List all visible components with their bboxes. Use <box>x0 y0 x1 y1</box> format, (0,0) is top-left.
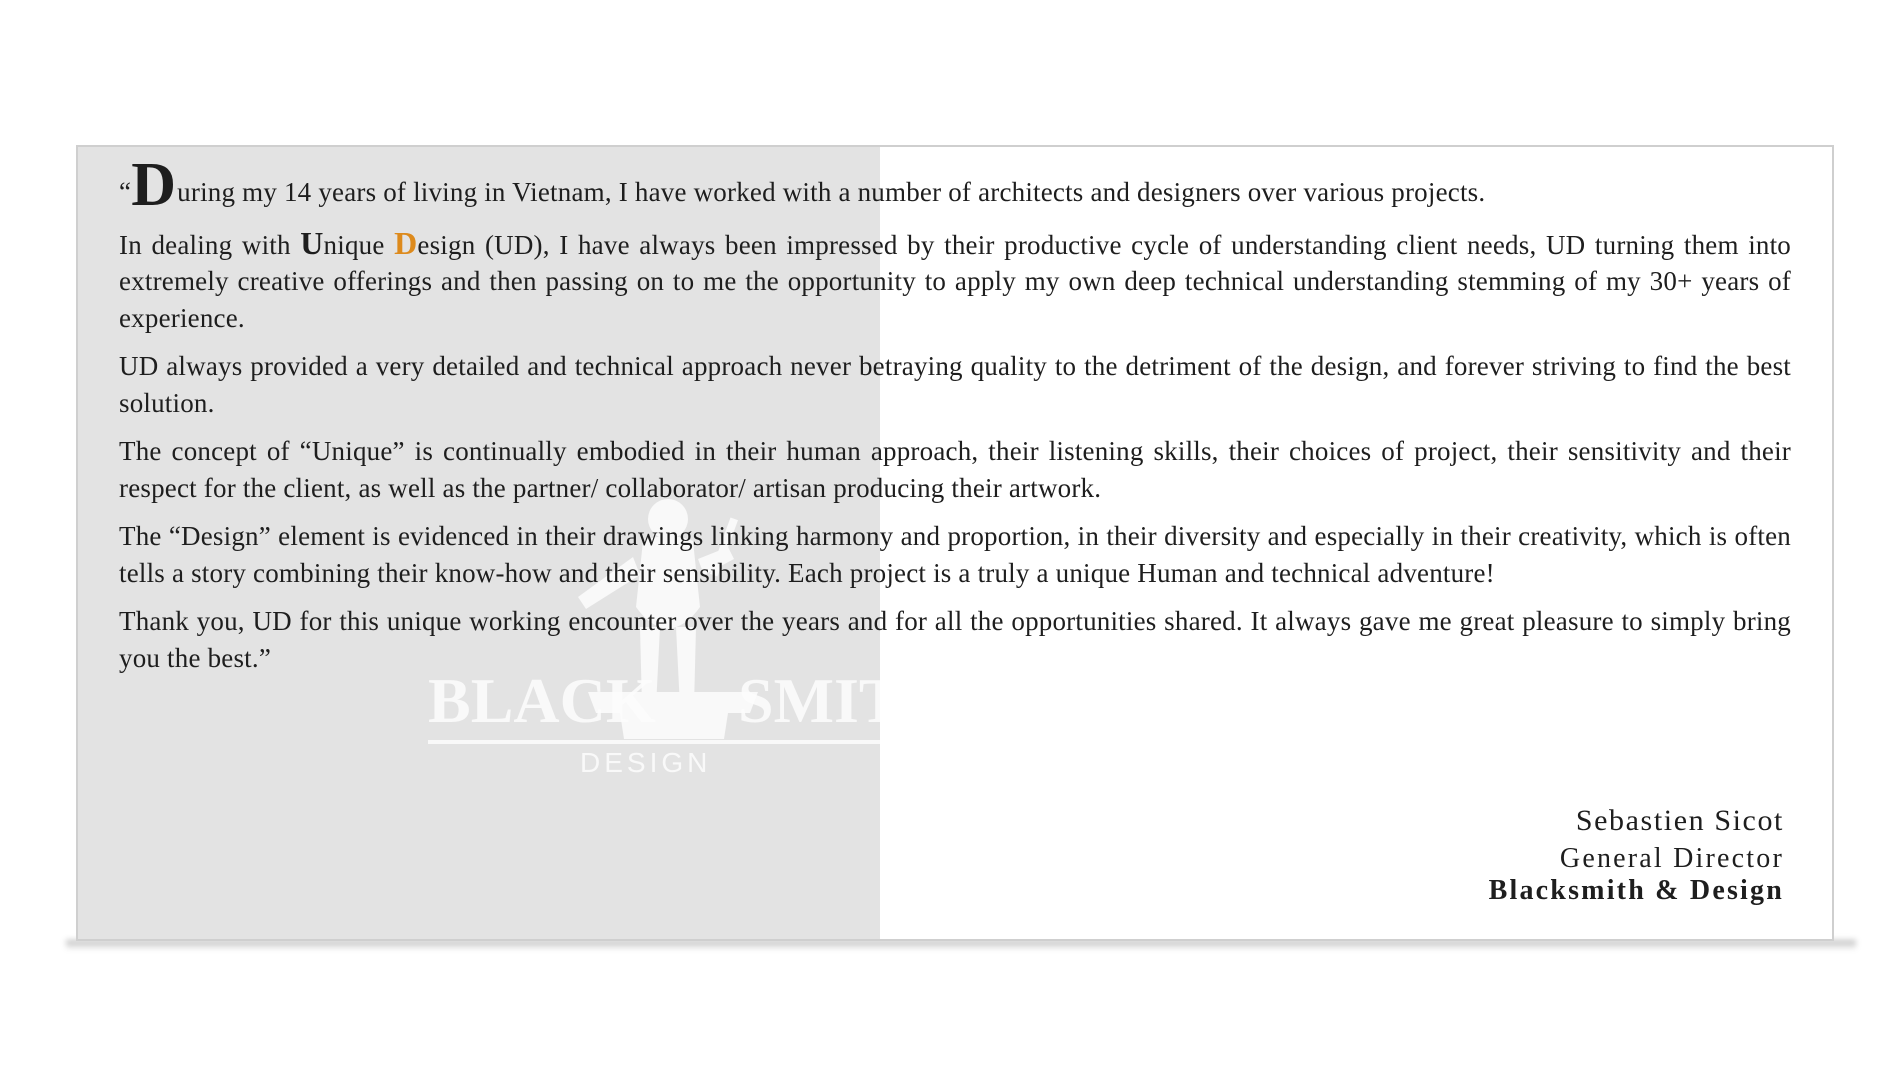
card-shadow <box>66 940 1856 950</box>
paragraph-3: UD always provided a very detailed and technical approach never betraying quality to the detriment of the design, and forever striving to find the best solution. <box>119 351 1791 418</box>
signer-company: Blacksmith & Design <box>1488 875 1784 906</box>
unique-initial: U <box>300 224 324 261</box>
paragraph-2 <box>119 225 1791 337</box>
watermark-text-bottom: DESIGN <box>580 747 712 778</box>
paragraph-1 <box>119 151 1791 219</box>
signer-name: Sebastien Sicot <box>1575 804 1784 837</box>
paragraph-2-text: esign (UD), I have always been impressed by their productive cycle of understanding client needs, UD turning them into extremely creative offerings and then passing on to me the opportunity to apply my own deep technical understanding stemming of my 30+ years of experience. <box>119 229 1792 333</box>
watermark-text-left: BLACK <box>428 665 656 736</box>
paragraph-1-text: uring my 14 years of living in Vietnam, I have worked with a number of architects and designers over various projects. <box>177 177 1486 207</box>
unique-rest: nique <box>323 229 395 260</box>
watermark-text-right: SMITH <box>738 665 952 736</box>
signer-title: General Director <box>1559 843 1784 874</box>
drop-cap: D <box>131 151 177 219</box>
paragraph-2-lead: In dealing with <box>119 229 301 260</box>
paragraph-5: The “Design” element is evidenced in their drawings linking harmony and proportion, in their diversity and especially in their creativity, which is often tells a story combining their know-how and their sensibility. Each project is a truly a unique Human and technical adventure! <box>119 521 1791 588</box>
design-initial: D <box>394 224 418 261</box>
signature-block <box>1489 802 1784 906</box>
testimonial-card <box>76 145 1834 941</box>
open-quote: “ <box>119 177 132 207</box>
paragraph-6: Thank you, UD for this unique working encounter over the years and for all the opportunities shared. It always gave me great pleasure to simply bring you the best.” <box>119 606 1791 673</box>
paragraph-4: The concept of “Unique” is continually embodied in their human approach, their listening skills, their choices of project, their sensitivity and their respect for the client, as well as the partner/ collaborator/ artisan producing their artwork. <box>119 436 1791 503</box>
testimonial-text <box>119 151 1792 688</box>
